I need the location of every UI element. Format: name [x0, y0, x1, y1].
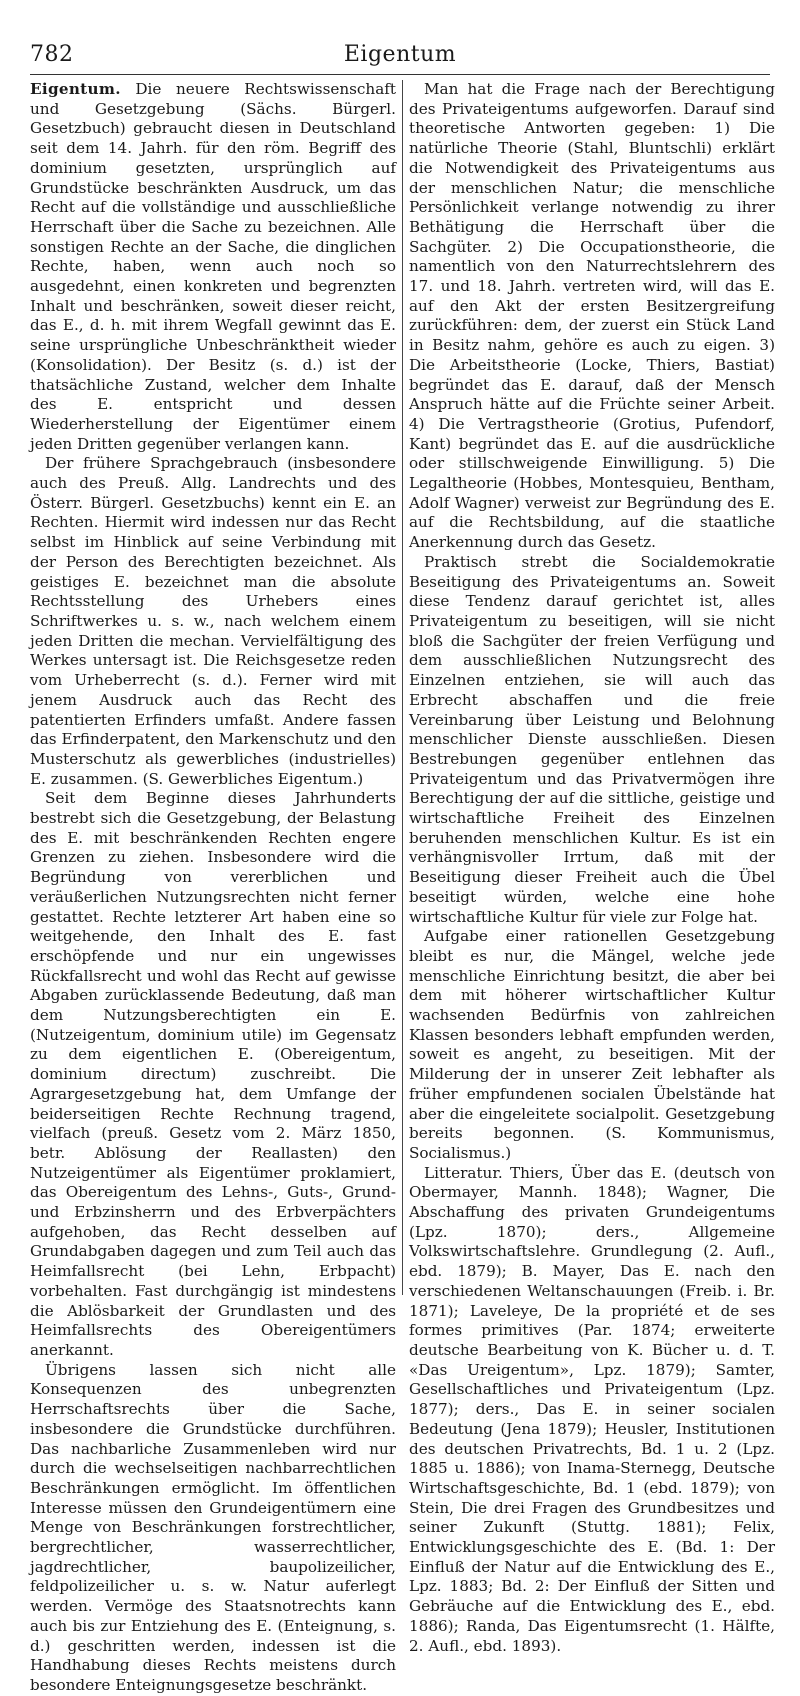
page-number: 782 — [30, 42, 74, 67]
header-rule — [30, 74, 770, 75]
paragraph: Aufgabe einer rationellen Gesetzgebung bleibt es nur, die Mängel, welche jede menschliche Einrichtung besitzt, die aber bei dem mit höherer wirtschaftlicher Kultur wachsenden Bedürfnis von zahlreichen Klassen besonders lebhaft empfunden werden, soweit es angeht, zu beseitigen. Mit der Milderung der in unserer Zeit lebhafter als früher empfundenen socialen Übelstände hat aber die eingeleitete socialpolit. Gesetzgebung bereits begonnen. (S. Kommunismus, Socialismus.) — [409, 927, 775, 1162]
paragraph — [30, 80, 396, 454]
two-column-body — [30, 80, 775, 1694]
paragraph: Litteratur. Thiers, Über das E. (deutsch von Obermayer, Mannh. 1848); Wagner, Die Abschaffung des privaten Grundeigentums (Lpz. 1870); ders., Allgemeine Volkswirtschaftslehre. Grundlegung (2. Aufl., ebd. 1879); B. Mayer, Das E. nach den verschiedenen Weltanschauungen (Freib. i. Br. 1871); Laveleye, De la propriété et de ses formes primitives (Par. 1874; erweiterte deutsche Bearbeitung von K. Bücher u. d. T. «Das Ureigentum», Lpz. 1879); Samter, Gesellschaftliches und Privateigentum (Lpz. 1877); ders., Das E. in seiner socialen Bedeutung (Jena 1879); Heusler, Institutionen des deutschen Privatrechts, Bd. 1 u. 2 (Lpz. 1885 u. 1886); von Inama-Sternegg, Deutsche Wirtschaftsgeschichte, Bd. 1 (ebd. 1879); von Stein, Die drei Fragen des Grundbesitzes und seiner Zukunft (Stuttg. 1881); Felix, Entwicklungsgeschichte des E. (Bd. 1: Der Einfluß der Natur auf die Entwicklung des E., Lpz. 1883; Bd. 2: Der Einfluß der Sitten und Gebräuche auf die Entwicklung des E., ebd. 1886); Randa, Das Eigentumsrecht (1. Hälfte, 2. Aufl., ebd. 1893). — [409, 1163, 775, 1655]
running-title: Eigentum — [343, 42, 457, 67]
paragraph: Seit dem Beginne dieses Jahrhunderts bestrebt sich die Gesetzgebung, der Belastung des E. mit beschränkenden Rechten engere Grenzen zu ziehen. Insbesondere wird die Begründung von vererblichen und veräußerlichen Nutzungsrechten nicht ferner gestattet. Rechte letzterer Art haben eine so weitgehende, den Inhalt des E. fast erschöpfende und nur ein ungewisses Rückfallsrecht und wohl das Recht auf gewisse Abgaben zurücklassende Bedeutung, daß man dem Nutzungsberechtigten ein E. (Nutzeigentum, dominium utile) im Gegensatz zu dem eigentlichen E. (Obereigentum, dominium directum) zuschreibt. Die Agrargesetzgebung hat, dem Umfange der beiderseitigen Rechte Rechnung tragend, vielfach (preuß. Gesetz vom 2. März 1850, betr. Ablösung der Reallasten) den Nutzeigentümer als Eigentümer proklamiert, das Obereigentum des Lehns-, Guts-, Grund- und Erbzinsherrn und des Erbverpächters aufgehoben, das Recht desselben auf Grundabgaben dagegen und zum Teil auch das Heimfallsrecht (bei Lehn, Erbpacht) vorbehalten. Fast durchgängig ist mindestens die Ablösbarkeit der Grundlasten und des Heimfallsrechts des Obereigentümers anerkannt. — [30, 789, 396, 1359]
paragraph: Übrigens lassen sich nicht alle Konsequenzen des unbegrenzten Herrschaftsrechts über die Sache, insbesondere die Grundstücke durchführen. Das nachbarliche Zusammenleben wird nur durch die wechselseitigen nachbarrechtlichen Beschränkungen ermöglicht. Im öffentlichen Interesse müssen den Grundeigentümern eine Menge von Beschränkungen forstrechtlicher, bergrechtlicher, wasserrechtlicher, jagdrechtlicher, baupolizeilicher, feldpolizeilicher u. s. w. Natur auferlegt werden. Vermöge des Staatsnotrechts kann auch bis zur Entziehung des E. (Enteignung, s. d.) geschritten werden, indessen ist die Handhabung dieses Rechts meistens durch besondere Enteignungsgesetze beschränkt. — [30, 1360, 396, 1694]
right-column — [409, 80, 775, 1655]
column-divider — [402, 80, 403, 1295]
entry-lemma: Eigentum. — [30, 80, 121, 98]
paragraph: Man hat die Frage nach der Berechtigung des Privateigentums aufgeworfen. Darauf sind theoretische Antworten gegeben: 1) Die natürliche Theorie (Stahl, Bluntschli) erklärt die Notwendigkeit des Privateigentums aus der menschlichen Natur; die menschliche Persönlichkeit verlange notwendig zu ihrer Bethätigung die Herrschaft über die Sachgüter. 2) Die Occupationstheorie, die namentlich von den Naturrechtslehrern des 17. und 18. Jahrh. vertreten wird, will das E. auf den Akt der ersten Besitzergreifung zurückführen: dem, der zuerst ein Stück Land in Besitz nahm, gehöre es auch zu eigen. 3) Die Arbeitstheorie (Locke, Thiers, Bastiat) begründet das E. darauf, daß der Mensch Anspruch hätte auf die Früchte seiner Arbeit. 4) Die Vertragstheorie (Grotius, Pufendorf, Kant) begründet das E. auf die ausdrückliche oder stillschweigende Einwilligung. 5) Die Legaltheorie (Hobbes, Montesquieu, Bentham, Adolf Wagner) verweist zur Begründung des E. auf die Rechtsbildung, auf die staatliche Anerkennung durch das Gesetz. — [409, 80, 775, 552]
paragraph: Der frühere Sprachgebrauch (insbesondere auch des Preuß. Allg. Landrechts und des Österr. Bürgerl. Gesetzbuchs) kennt ein E. an Rechten. Hiermit wird indessen nur das Recht selbst im Hinblick auf seine Verbindung mit der Person des Berechtigten bezeichnet. Als geistiges E. bezeichnet man die absolute Rechtsstellung des Urhebers eines Schriftwerkes u. s. w., nach welchem einem jeden Dritten die mechan. Vervielfältigung des Werkes untersagt ist. Die Reichsgesetze reden vom Urheberrecht (s. d.). Ferner wird mit jenem Ausdruck auch das Recht des patentierten Erfinders umfaßt. Andere fassen das Erfinderpatent, den Markenschutz und den Musterschutz als gewerbliches (industrielles) E. zusammen. (S. Gewerbliches Eigentum.) — [30, 454, 396, 788]
left-column — [30, 80, 396, 1694]
paragraph-text: Die neuere Rechtswissenschaft und Gesetzgebung (Sächs. Bürgerl. Gesetzbuch) gebraucht diesen in Deutschland seit dem 14. Jahrh. für den röm. Begriff des dominium gesetzten, ursprünglich auf Grundstücke beschränkten Ausdruck, um das Recht auf die vollständige und ausschließliche Herrschaft über die Sache zu bezeichnen. Alle sonstigen Rechte an der Sache, die dinglichen Rechte, haben, wenn auch noch so ausgedehnt, einen konkreten und begrenzten Inhalt und beschränken, soweit dieser reicht, das E., d. h. mit ihrem Wegfall gewinnt das E. seine ursprüngliche Unbeschränktheit wieder (Konsolidation). Der Besitz (s. d.) ist der thatsächliche Zustand, welcher dem Inhalte des E. entspricht und dessen Wiederherstellung der Eigentümer einem jeden Dritten gegenüber verlangen kann. — [30, 80, 396, 453]
paragraph: Praktisch strebt die Socialdemokratie Beseitigung des Privateigentums an. Soweit diese Tendenz darauf gerichtet ist, alles Privateigentum zu beseitigen, will sie nicht bloß die Sachgüter der freien Verfügung und dem ausschließlichen Nutzungsrecht des Einzelnen entziehen, sie will auch das Erbrecht abschaffen und die freie Vereinbarung über Leistung und Belohnung menschlicher Dienste ausschließen. Diesen Bestrebungen gegenüber entlehnen das Privateigentum und das Privatvermögen ihre Berechtigung der auf die sittliche, geistige und wirtschaftliche Freiheit des Einzelnen beruhenden menschlichen Kultur. Es ist ein verhängnisvoller Irrtum, daß mit der Beseitigung dieser Freiheit auch die Übel beseitigt würden, welche eine hohe wirtschaftliche Kultur für viele zur Folge hat. — [409, 552, 775, 926]
page-header — [30, 40, 770, 74]
